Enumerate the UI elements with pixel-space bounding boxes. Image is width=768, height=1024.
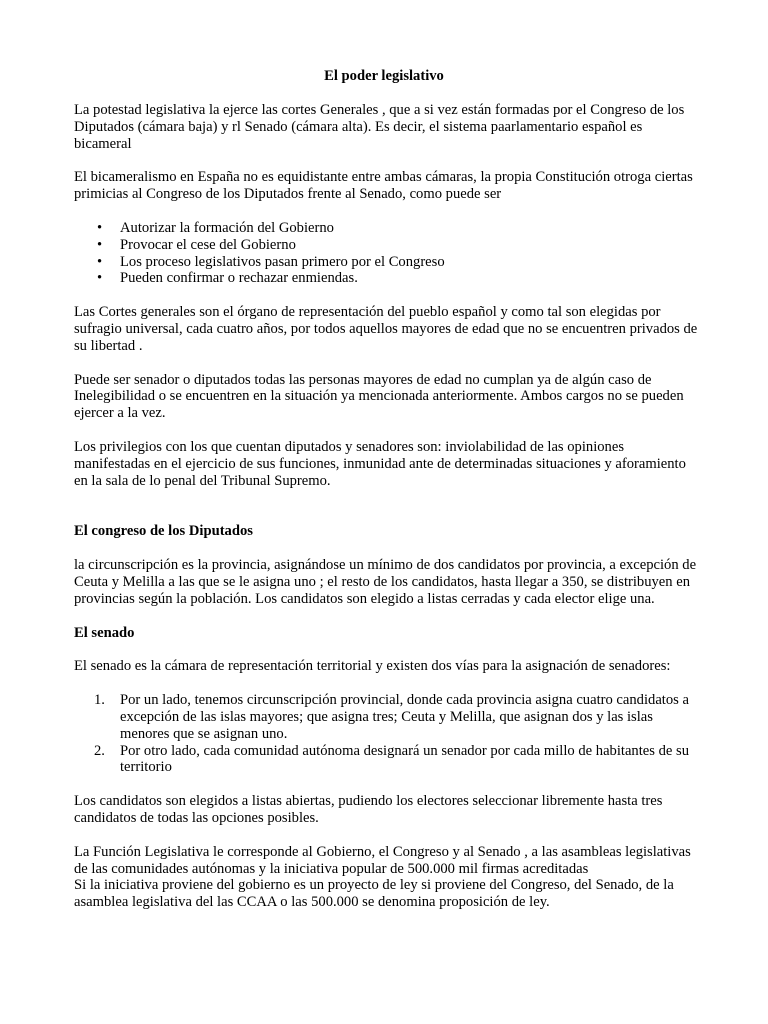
document-title: El poder legislativo [324, 68, 444, 84]
list-item [97, 253, 698, 271]
paragraph-intro-3: Las Cortes generales son el órgano de representación del pueblo español y como tal son elegidas por sufragio universal, cada cuatro años, por todos aquellos mayores de edad que no se encuentren privados de su libertad . [74, 304, 698, 354]
paragraph-line: Si la iniciativa proviene del gobierno es un proyecto de ley si proviene del Congreso, del Senado, de la asamblea legislativa del las CCAA o las 500.000 se denomina proposición de ley. [74, 877, 674, 911]
list-item [94, 692, 698, 742]
list-item-text: Los proceso legislativos pasan primero por el Congreso [120, 253, 445, 270]
bullet-icon: • [97, 270, 103, 287]
paragraph-congreso-1: la circunscripción es la provincia, asignándose un mínimo de dos candidatos por provincia, a excepción de Ceuta y Melilla a las que se le asigna uno ; el resto de los candidatos, hasta llegar a 350, se distribuyen en provincias según la población. Los candidatos son elegido a listas cerradas y cada elector elige una. [74, 557, 697, 607]
paragraph-senado-1: El senado es la cámara de representación territorial y existen dos vías para la asignación de senadores: [74, 658, 671, 675]
list-item [97, 236, 698, 254]
list-item [94, 742, 698, 777]
numbered-list [74, 692, 698, 776]
paragraph-senado-3 [74, 844, 698, 911]
list-item-text: Autorizar la formación del Gobierno [120, 219, 334, 236]
bullet-icon: • [97, 219, 103, 236]
heading-congreso: El congreso de los Diputados [74, 523, 253, 540]
paragraph-senado-2: Los candidatos son elegidos a listas abiertas, pudiendo los electores seleccionar libremente hasta tres candidatos de todas las opciones posibles. [74, 793, 663, 826]
heading-senado: El senado [74, 624, 135, 641]
bullet-list [74, 220, 698, 287]
list-number: 2. [94, 742, 105, 759]
list-item-text: Por un lado, tenemos circunscripción provincial, donde cada provincia asigna cuatro candidatos a excepción de las islas mayores; que asigna tres; Ceuta y Melilla, que asignan dos y las islas menores que se asignan uno. [120, 692, 689, 742]
paragraph-intro-4: Puede ser senador o diputados todas las personas mayores de edad no cumplan ya de algún caso de Inelegibilidad o se encuentren en la situación ya mencionada anteriormente. Ambos cargos no se pueden ejercer a la vez. [74, 371, 684, 422]
document-body [74, 0, 698, 911]
paragraph-intro-5: Los privilegios con los que cuentan diputados y senadores son: inviolabilidad de las opiniones manifestadas en el ejercicio de sus funciones, inmunidad ante de determinadas situaciones y aforamiento en la sala de lo penal del Tribunal Supremo. [74, 438, 686, 489]
paragraph-line: La Función Legislativa le corresponde al Gobierno, el Congreso y al Senado , a las asambleas legislativas de las comunidades autónomas y la iniciativa popular de 500.000 mil firmas acreditadas [74, 843, 691, 877]
list-item-text: Provocar el cese del Gobierno [120, 236, 296, 253]
paragraph-intro-1: La potestad legislativa la ejerce las cortes Generales , que a si vez están formadas por el Congreso de los Diputados (cámara baja) y rl Senado (cámara alta). Es decir, el sistema paarlamentario español es bicameral [74, 102, 685, 152]
list-item [97, 270, 698, 287]
paragraph-intro-2: El bicameralismo en España no es equidistante entre ambas cámaras, la propia Constitución otroga ciertas primicias al Congreso de los Diputados frente al Senado, como puede ser [74, 169, 693, 203]
bullet-icon: • [97, 236, 103, 253]
list-item-text: Por otro lado, cada comunidad autónoma designará un senador por cada millo de habitantes de su territorio [120, 742, 689, 776]
list-number: 1. [94, 692, 105, 709]
list-item-text: Pueden confirmar o rechazar enmiendas. [120, 270, 358, 287]
list-item [97, 219, 698, 237]
bullet-icon: • [97, 253, 103, 270]
